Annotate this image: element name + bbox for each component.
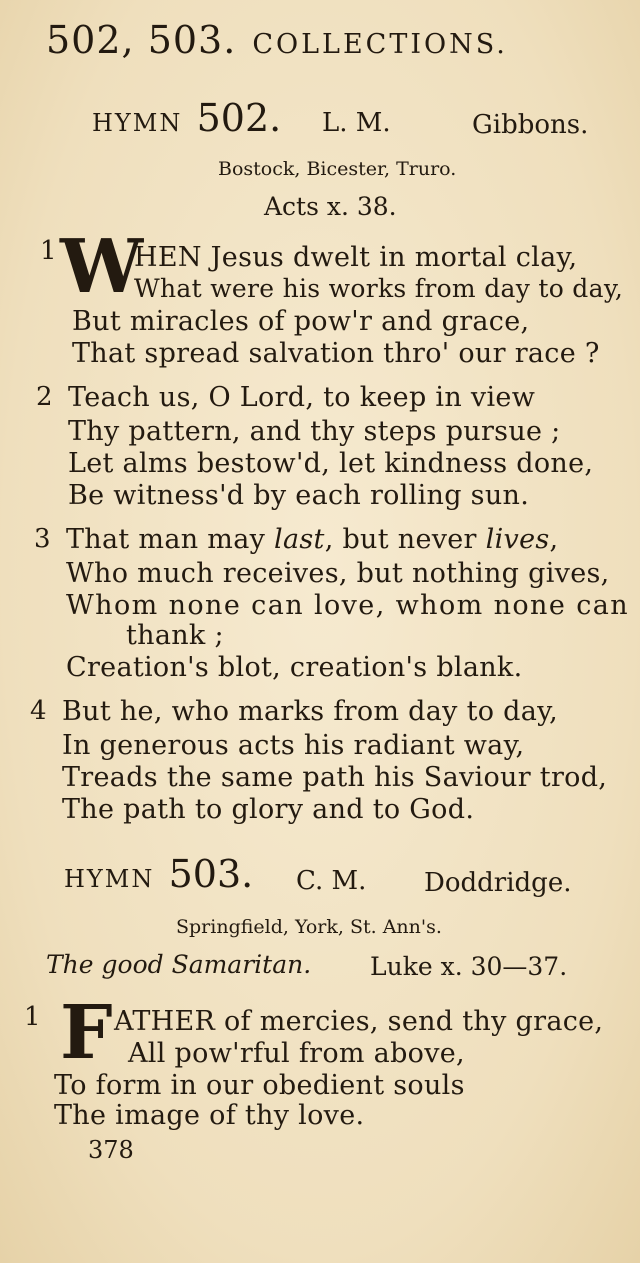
verse-line: Creation's blot, creation's blank. [66,652,523,683]
verse-line: The image of thy love. [54,1100,365,1131]
verse-fragment: That man may [66,524,275,555]
drop-cap: F [60,990,113,1076]
verse-line: Treads the same path his Saviour trod, [62,762,608,793]
verse-line: Be witness'd by each rolling sun. [68,480,530,511]
verse-line [66,524,558,555]
hymn-label: HYMN [92,109,183,137]
hymn-502-author: Gibbons. [472,110,589,140]
verse-line: Thy pattern, and thy steps pursue ; [68,416,561,447]
hymn-number: 502. [196,96,282,140]
running-head-title: COLLECTIONS. [252,29,508,60]
stanza-number: 3 [34,524,51,554]
hymn-label: HYMN [64,865,155,893]
verse-fragment: , [549,524,559,555]
hymn-502-text-ref: Acts x. 38. [264,192,397,221]
verse-fragment: , but never [324,524,486,555]
verse-line: In generous acts his radiant way, [62,730,525,761]
page-number: 378 [88,1136,134,1164]
verse-line: What were his works from day to day, [134,274,624,303]
drop-cap: W [60,224,144,310]
verse-line: Teach us, O Lord, to keep in view [68,382,536,413]
verse-italic: last [274,524,325,555]
verse-line: But he, who marks from day to day, [62,696,559,727]
hymn-number: 503. [168,852,254,896]
verse-italic: lives [485,524,550,555]
hymn-503-tunes: Springfield, York, St. Ann's. [176,916,442,938]
stanza-number: 2 [36,382,53,412]
verse-line: Who much receives, but nothing gives, [66,558,610,589]
hymn-503-heading [64,852,253,896]
verse-line: But miracles of pow'r and grace, [72,306,530,337]
hymn-502-tunes: Bostock, Bicester, Truro. [218,158,457,180]
verse-line: HEN Jesus dwelt in mortal clay, [134,242,578,273]
verse-line: Whom none can love, whom none can [66,590,629,621]
verse-line: To form in our obedient souls [54,1070,465,1101]
hymn-503-author: Doddridge. [424,868,572,898]
verse-line: The path to glory and to God. [62,794,475,825]
verse-line: That spread salvation thro' our race ? [72,338,600,369]
verse-line: ATHER of mercies, send thy grace, [114,1006,604,1037]
verse-line: All pow'rful from above, [128,1038,465,1069]
running-head-numbers: 502, 503. [46,18,237,62]
hymn-502-heading [92,96,281,140]
verse-line: Let alms bestow'd, let kindness done, [68,448,594,479]
stanza-number: 4 [30,696,47,726]
hymn-503-meter: C. M. [296,866,367,896]
stanza-number: 1 [24,1002,41,1032]
hymn-503-text-ref: Luke x. 30—37. [370,952,568,981]
stanza-number: 1 [40,236,57,266]
running-head [46,18,508,62]
verse-line: thank ; [126,620,224,651]
hymn-502-meter: L. M. [322,108,391,138]
hymn-503-subject: The good Samaritan. [46,950,312,979]
